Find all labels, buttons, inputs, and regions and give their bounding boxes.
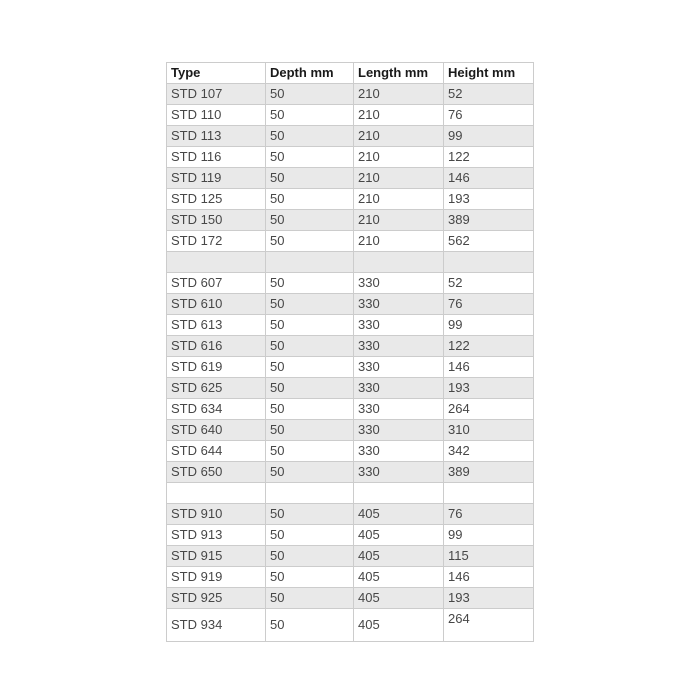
cell-depth: 50 (266, 546, 354, 567)
cell-length: 405 (354, 609, 444, 642)
cell-type: STD 150 (167, 210, 266, 231)
table-row (167, 525, 534, 546)
cell-type: STD 625 (167, 378, 266, 399)
cell-length: 405 (354, 525, 444, 546)
cell-height: 99 (444, 525, 534, 546)
cell-type: STD 910 (167, 504, 266, 525)
cell-type: STD 915 (167, 546, 266, 567)
cell-depth: 50 (266, 84, 354, 105)
column-header-type: Type (167, 63, 266, 84)
cell-type: STD 607 (167, 273, 266, 294)
cell-depth: 50 (266, 462, 354, 483)
cell-height: 122 (444, 336, 534, 357)
cell-length: 330 (354, 315, 444, 336)
cell-length: 405 (354, 588, 444, 609)
cell-type: STD 613 (167, 315, 266, 336)
cell-length: 210 (354, 210, 444, 231)
cell-depth: 50 (266, 399, 354, 420)
table-row (167, 273, 534, 294)
cell-depth: 50 (266, 126, 354, 147)
table-row (167, 147, 534, 168)
table-row (167, 609, 534, 642)
cell-depth: 50 (266, 441, 354, 462)
cell-type: STD 107 (167, 84, 266, 105)
cell-height: 389 (444, 462, 534, 483)
table-row (167, 546, 534, 567)
cell-length: 210 (354, 147, 444, 168)
cell-depth: 50 (266, 315, 354, 336)
cell-height (444, 483, 534, 504)
cell-type: STD 644 (167, 441, 266, 462)
table-row (167, 315, 534, 336)
table-row (167, 168, 534, 189)
cell-depth: 50 (266, 147, 354, 168)
cell-length (354, 483, 444, 504)
table-row (167, 399, 534, 420)
cell-length: 210 (354, 231, 444, 252)
cell-depth (266, 483, 354, 504)
table-row (167, 210, 534, 231)
cell-depth: 50 (266, 189, 354, 210)
cell-type: STD 934 (167, 609, 266, 642)
table-row (167, 378, 534, 399)
cell-height: 193 (444, 189, 534, 210)
table-row (167, 84, 534, 105)
cell-length: 210 (354, 168, 444, 189)
table-row (167, 567, 534, 588)
cell-type: STD 913 (167, 525, 266, 546)
table-row (167, 189, 534, 210)
cell-depth: 50 (266, 336, 354, 357)
cell-height: 99 (444, 315, 534, 336)
cell-height: 146 (444, 567, 534, 588)
cell-height: 342 (444, 441, 534, 462)
cell-type (167, 483, 266, 504)
cell-height: 76 (444, 504, 534, 525)
cell-height: 264 (444, 399, 534, 420)
cell-depth: 50 (266, 609, 354, 642)
table-row (167, 105, 534, 126)
cell-type: STD 640 (167, 420, 266, 441)
cell-height: 264 (444, 609, 534, 642)
cell-height: 389 (444, 210, 534, 231)
cell-height: 146 (444, 168, 534, 189)
cell-depth: 50 (266, 210, 354, 231)
cell-length: 330 (354, 294, 444, 315)
table-row (167, 231, 534, 252)
cell-depth: 50 (266, 231, 354, 252)
cell-height: 76 (444, 105, 534, 126)
cell-length: 330 (354, 462, 444, 483)
table-row (167, 588, 534, 609)
cell-depth: 50 (266, 168, 354, 189)
table-row (167, 504, 534, 525)
cell-height: 99 (444, 126, 534, 147)
cell-depth: 50 (266, 525, 354, 546)
cell-type: STD 113 (167, 126, 266, 147)
cell-depth (266, 252, 354, 273)
cell-length: 330 (354, 336, 444, 357)
cell-depth: 50 (266, 273, 354, 294)
cell-height: 122 (444, 147, 534, 168)
cell-depth: 50 (266, 294, 354, 315)
cell-type (167, 252, 266, 273)
cell-depth: 50 (266, 567, 354, 588)
cell-length: 210 (354, 84, 444, 105)
cell-length: 330 (354, 420, 444, 441)
spec-table (166, 62, 534, 642)
cell-height: 76 (444, 294, 534, 315)
spec-table-container (166, 62, 534, 642)
cell-height: 193 (444, 588, 534, 609)
cell-type: STD 919 (167, 567, 266, 588)
cell-depth: 50 (266, 420, 354, 441)
cell-length: 210 (354, 189, 444, 210)
cell-depth: 50 (266, 378, 354, 399)
cell-length: 330 (354, 273, 444, 294)
cell-type: STD 125 (167, 189, 266, 210)
cell-type: STD 650 (167, 462, 266, 483)
cell-type: STD 172 (167, 231, 266, 252)
cell-length: 210 (354, 126, 444, 147)
cell-height: 193 (444, 378, 534, 399)
cell-height: 562 (444, 231, 534, 252)
cell-height: 52 (444, 84, 534, 105)
cell-height: 146 (444, 357, 534, 378)
cell-length: 330 (354, 357, 444, 378)
table-row (167, 294, 534, 315)
table-body (167, 84, 534, 642)
cell-depth: 50 (266, 588, 354, 609)
cell-length: 330 (354, 441, 444, 462)
cell-type: STD 619 (167, 357, 266, 378)
cell-depth: 50 (266, 357, 354, 378)
table-row (167, 336, 534, 357)
cell-height: 310 (444, 420, 534, 441)
table-row (167, 462, 534, 483)
cell-length (354, 252, 444, 273)
column-header-height: Height mm (444, 63, 534, 84)
cell-length: 210 (354, 105, 444, 126)
cell-type: STD 110 (167, 105, 266, 126)
cell-length: 330 (354, 399, 444, 420)
table-row (167, 441, 534, 462)
cell-height: 52 (444, 273, 534, 294)
cell-length: 330 (354, 378, 444, 399)
cell-depth: 50 (266, 105, 354, 126)
header-row (167, 63, 534, 84)
cell-type: STD 610 (167, 294, 266, 315)
cell-height: 115 (444, 546, 534, 567)
table-row (167, 357, 534, 378)
column-header-depth: Depth mm (266, 63, 354, 84)
table-row (167, 420, 534, 441)
spacer-row (167, 252, 534, 273)
cell-length: 405 (354, 567, 444, 588)
cell-type: STD 634 (167, 399, 266, 420)
cell-length: 405 (354, 546, 444, 567)
cell-height (444, 252, 534, 273)
cell-type: STD 116 (167, 147, 266, 168)
cell-type: STD 925 (167, 588, 266, 609)
column-header-length: Length mm (354, 63, 444, 84)
table-row (167, 126, 534, 147)
cell-length: 405 (354, 504, 444, 525)
cell-depth: 50 (266, 504, 354, 525)
cell-type: STD 616 (167, 336, 266, 357)
spacer-row (167, 483, 534, 504)
cell-type: STD 119 (167, 168, 266, 189)
